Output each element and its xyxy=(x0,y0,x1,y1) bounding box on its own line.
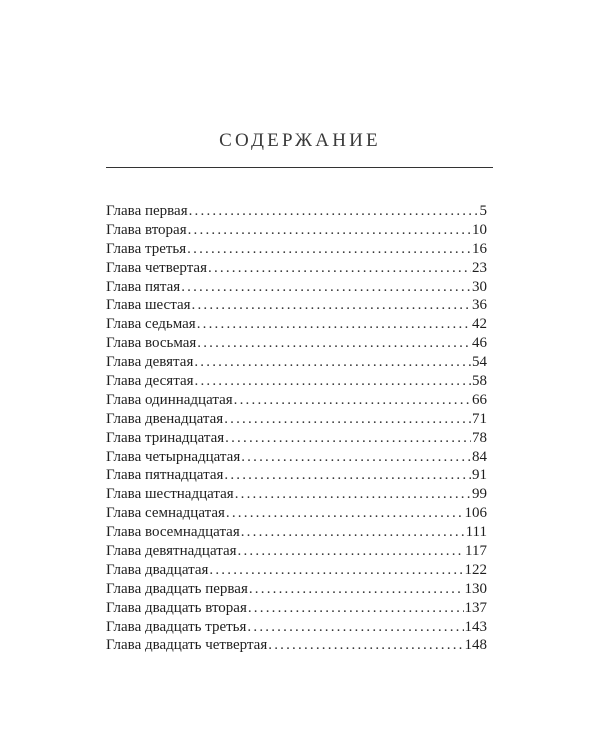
toc-entry-title: Глава восемнадцатая xyxy=(106,524,240,541)
toc-list xyxy=(106,202,487,655)
toc-entry[interactable] xyxy=(106,278,487,297)
toc-entry-title: Глава десятая xyxy=(106,373,194,390)
toc-entry[interactable] xyxy=(106,353,487,372)
dot-leader xyxy=(192,296,471,315)
toc-entry-page-number: 66 xyxy=(472,391,487,408)
heading-divider xyxy=(106,167,493,168)
toc-entry-title: Глава четвертая xyxy=(106,259,207,276)
toc-entry[interactable] xyxy=(106,202,487,221)
toc-entry-page-number: 78 xyxy=(472,429,487,446)
toc-entry-page-number: 58 xyxy=(472,373,487,390)
toc-entry-title: Глава шестая xyxy=(106,297,191,314)
toc-entry-page-number: 71 xyxy=(472,410,487,427)
dot-leader xyxy=(238,542,465,561)
toc-entry-title: Глава одиннадцатая xyxy=(106,391,233,408)
toc-entry-page-number: 46 xyxy=(472,335,487,352)
dot-leader xyxy=(197,334,471,353)
toc-entry-title: Глава двадцать четвертая xyxy=(106,637,268,654)
toc-entry-page-number: 99 xyxy=(472,486,487,503)
toc-entry-title: Глава девятнадцатая xyxy=(106,543,237,560)
toc-entry-page-number: 143 xyxy=(464,618,487,635)
dot-leader xyxy=(197,315,471,334)
dot-leader xyxy=(224,466,471,485)
toc-entry[interactable] xyxy=(106,296,487,315)
toc-entry[interactable] xyxy=(106,580,487,599)
toc-entry-page-number: 117 xyxy=(465,543,487,560)
toc-entry-page-number: 16 xyxy=(472,240,487,257)
dot-leader xyxy=(195,372,472,391)
dot-leader xyxy=(241,448,471,467)
toc-entry-title: Глава двенадцатая xyxy=(106,410,224,427)
toc-entry[interactable] xyxy=(106,504,487,523)
toc-entry-page-number: 137 xyxy=(464,599,487,616)
toc-entry-page-number: 122 xyxy=(464,561,487,578)
toc-entry[interactable] xyxy=(106,391,487,410)
dot-leader xyxy=(188,221,471,240)
dot-leader xyxy=(208,259,471,278)
toc-entry-title: Глава седьмая xyxy=(106,316,196,333)
toc-entry-title: Глава третья xyxy=(106,240,187,257)
toc-entry-title: Глава девятая xyxy=(106,354,194,371)
toc-entry-page-number: 30 xyxy=(472,278,487,295)
toc-entry-page-number: 130 xyxy=(464,580,487,597)
toc-entry[interactable] xyxy=(106,410,487,429)
dot-leader xyxy=(209,561,463,580)
dot-leader xyxy=(224,410,471,429)
toc-entry-title: Глава пятнадцатая xyxy=(106,467,224,484)
toc-entry[interactable] xyxy=(106,315,487,334)
toc-entry-title: Глава тринадцатая xyxy=(106,429,225,446)
toc-entry-page-number: 91 xyxy=(472,467,487,484)
toc-entry-title: Глава двадцать вторая xyxy=(106,599,247,616)
toc-entry[interactable] xyxy=(106,334,487,353)
dot-leader xyxy=(268,636,463,655)
toc-entry[interactable] xyxy=(106,240,487,259)
toc-entry-page-number: 84 xyxy=(472,448,487,465)
toc-entry-page-number: 36 xyxy=(472,297,487,314)
toc-entry-title: Глава двадцатая xyxy=(106,561,209,578)
dot-leader xyxy=(235,485,471,504)
toc-entry[interactable] xyxy=(106,636,487,655)
toc-entry-page-number: 106 xyxy=(464,505,487,522)
dot-leader xyxy=(189,202,479,221)
toc-entry-title: Глава двадцать третья xyxy=(106,618,247,635)
dot-leader xyxy=(241,523,465,542)
toc-entry-title: Глава восьмая xyxy=(106,335,197,352)
toc-entry[interactable] xyxy=(106,523,487,542)
toc-entry[interactable] xyxy=(106,485,487,504)
toc-entry[interactable] xyxy=(106,599,487,618)
toc-entry-page-number: 10 xyxy=(472,221,487,238)
toc-entry[interactable] xyxy=(106,448,487,467)
toc-entry-page-number: 23 xyxy=(472,259,487,276)
toc-entry[interactable] xyxy=(106,561,487,580)
toc-entry[interactable] xyxy=(106,466,487,485)
toc-entry-page-number: 5 xyxy=(479,203,487,219)
toc-entry-title: Глава семнадцатая xyxy=(106,505,225,522)
dot-leader xyxy=(249,580,464,599)
toc-entry[interactable] xyxy=(106,618,487,637)
dot-leader xyxy=(248,599,464,618)
toc-entry[interactable] xyxy=(106,372,487,391)
dot-leader xyxy=(247,618,463,637)
dot-leader xyxy=(194,353,471,372)
toc-entry-title: Глава шестнадцатая xyxy=(106,486,234,503)
toc-heading: СОДЕРЖАНИЕ xyxy=(219,130,381,151)
dot-leader xyxy=(181,278,471,297)
toc-entry[interactable] xyxy=(106,221,487,240)
toc-entry[interactable] xyxy=(106,259,487,278)
toc-entry-page-number: 148 xyxy=(464,637,487,654)
dot-leader xyxy=(234,391,471,410)
dot-leader xyxy=(226,504,464,523)
toc-entry-title: Глава пятая xyxy=(106,278,181,295)
toc-entry-title: Глава первая xyxy=(106,203,188,219)
toc-entry-page-number: 42 xyxy=(472,316,487,333)
dot-leader xyxy=(225,429,471,448)
dot-leader xyxy=(187,240,471,259)
toc-entry-page-number: 54 xyxy=(472,354,487,371)
toc-entry[interactable] xyxy=(106,429,487,448)
toc-entry-title: Глава четырнадцатая xyxy=(106,448,241,465)
toc-entry-title: Глава вторая xyxy=(106,221,187,238)
toc-entry-title: Глава двадцать первая xyxy=(106,580,248,597)
toc-entry[interactable] xyxy=(106,542,487,561)
toc-entry-page-number: 111 xyxy=(465,524,487,541)
